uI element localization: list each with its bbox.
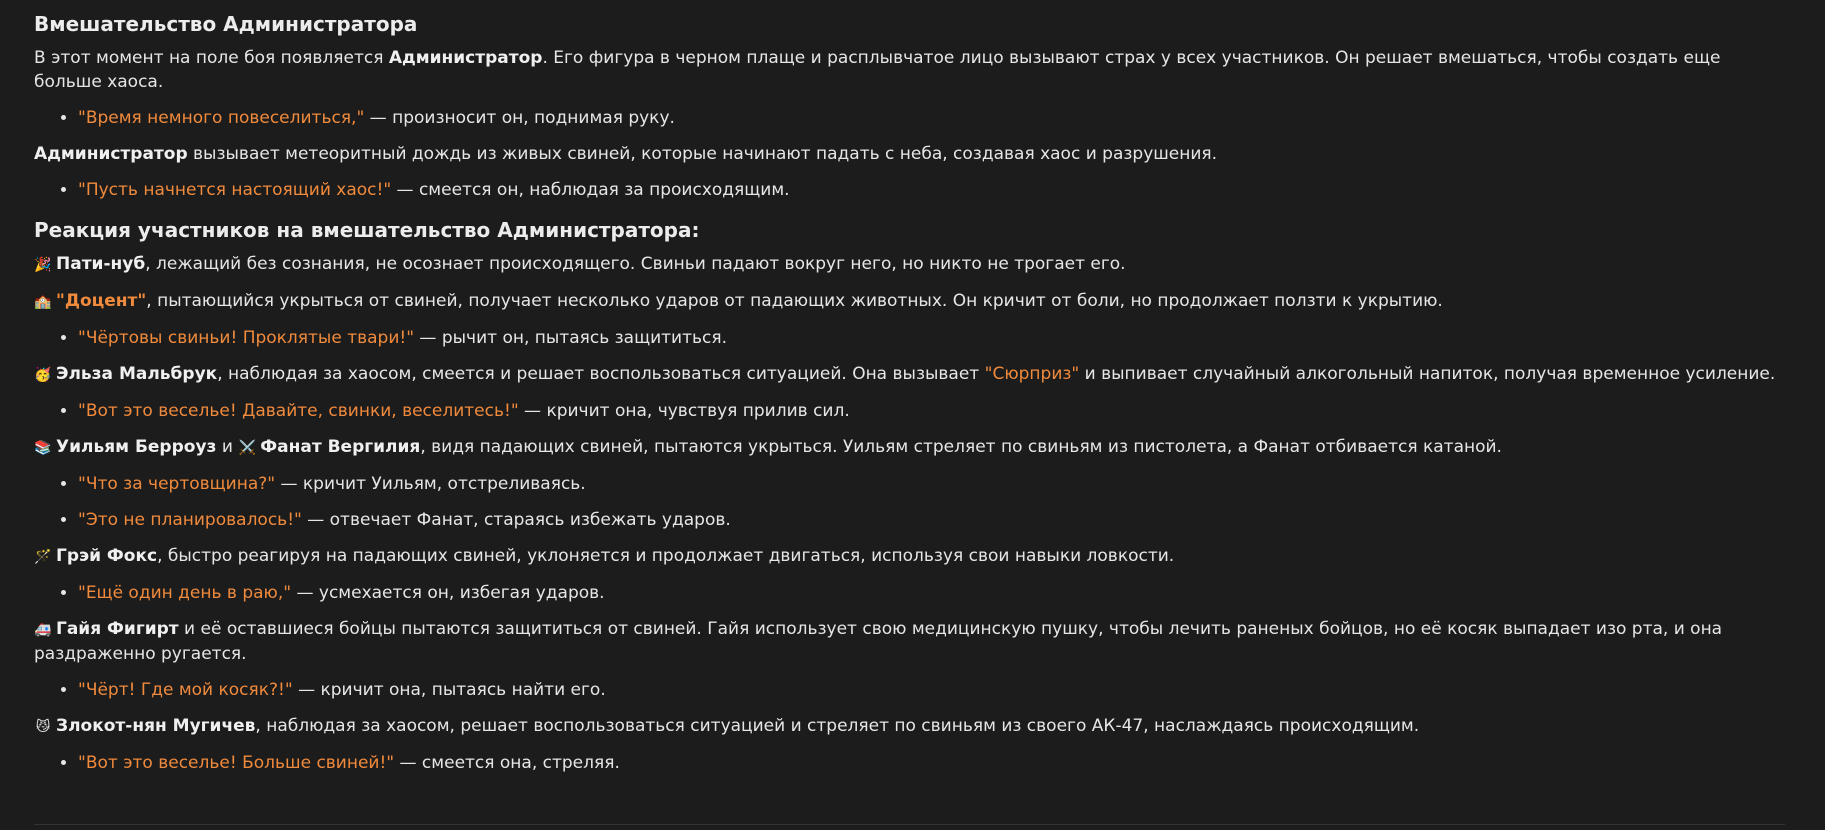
list-item — [78, 326, 1791, 350]
text: , наблюдая за хаосом, смеется и решает воспользоваться ситуацией. Она вызывает — [217, 364, 985, 384]
paragraph-zlokot — [34, 714, 1791, 739]
text: . Его фигура в черном плаще и расплывчатое лицо вызывают страх у всех участников. Он решает вмешаться, чтобы создать еще больше хаоса. — [34, 48, 1721, 92]
name-docent: "Доцент" — [56, 291, 147, 311]
name-gaya: Гайя Фигирт — [56, 619, 179, 639]
paragraph-elsa — [34, 362, 1791, 387]
text: , быстро реагируя на падающих свиней, уклоняется и продолжает двигаться, используя свои навыки ловкости. — [157, 546, 1175, 566]
list-item — [78, 581, 1791, 605]
text: , пытающийся укрыться от свиней, получает несколько ударов от падающих животных. Он кричит от боли, но продолжает ползти к укрытию. — [146, 291, 1443, 311]
quote-text: "Ещё один день в раю," — [78, 583, 292, 603]
list-item — [78, 106, 1791, 130]
quote-list — [34, 472, 1791, 532]
quote-text: "Время немного повеселиться," — [78, 108, 365, 128]
paragraph-admin-appears — [34, 46, 1791, 94]
quote-list — [34, 106, 1791, 130]
name-william: Уильям Берроуз — [56, 437, 217, 457]
paragraph-grey-fox — [34, 544, 1791, 569]
paragraph-pig-meteor — [34, 142, 1791, 166]
list-item — [78, 472, 1791, 496]
text: — кричит Уильям, отстреливаясь. — [275, 474, 586, 494]
party-face-icon: 🥳 — [34, 367, 52, 383]
quote-list — [34, 678, 1791, 702]
books-icon: 📚 — [34, 440, 52, 456]
text: — отвечает Фанат, стараясь избежать ударов. — [301, 510, 731, 530]
school-icon: 🏫 — [34, 294, 52, 310]
text: — смеется он, наблюдая за происходящим. — [391, 180, 790, 200]
quote-text: "Это не планировалось!" — [78, 510, 302, 530]
list-item — [78, 751, 1791, 775]
quote-text: "Что за чертовщина?" — [78, 474, 276, 494]
list-item — [78, 399, 1791, 423]
list-item — [78, 178, 1791, 202]
name-zlokot: Злокот-нян Мугичев — [56, 716, 256, 736]
quote-text: "Вот это веселье! Давайте, свинки, веселитесь!" — [78, 401, 519, 421]
text: — рычит он, пытаясь защититься. — [414, 328, 727, 348]
party-popper-icon: 🎉 — [34, 257, 52, 273]
quote-list — [34, 326, 1791, 350]
section-heading-admin-intervention: Вмешательство Администратора — [34, 12, 418, 36]
text: , наблюдая за хаосом, решает воспользоваться ситуацией и стреляет по свиньям из своего АК-47, наслаждаясь происходящим. — [255, 716, 1420, 736]
quote-text: "Чёртовы свиньи! Проклятые твари!" — [78, 328, 415, 348]
text: — кричит она, чувствуя прилив сил. — [518, 401, 850, 421]
list-item — [78, 508, 1791, 532]
name-grey-fox: Грэй Фокс — [56, 546, 158, 566]
paragraph-docent — [34, 289, 1791, 314]
name-fan-vergil: Фанат Вергилия — [260, 437, 421, 457]
magic-wand-icon: 🪄 — [34, 549, 52, 565]
quote-list — [34, 751, 1791, 775]
surprise-highlight: "Сюрприз" — [984, 364, 1080, 384]
text: — произносит он, поднимая руку. — [364, 108, 675, 128]
ambulance-icon: 🚑 — [34, 622, 52, 638]
crossed-swords-icon: ⚔️ — [238, 440, 256, 456]
name-admin: Администратор — [388, 48, 543, 68]
name-elsa: Эльза Мальбрук — [56, 364, 218, 384]
quote-list — [34, 581, 1791, 605]
quote-text: "Вот это веселье! Больше свиней!" — [78, 753, 395, 773]
quote-text: "Пусть начнется настоящий хаос!" — [78, 180, 392, 200]
text: вызывает метеоритный дождь из живых свиней, которые начинают падать с неба, создавая хаос и разрушения. — [187, 144, 1218, 164]
quote-list — [34, 399, 1791, 423]
bottom-divider — [34, 824, 1785, 825]
text: В этот момент на поле боя появляется — [34, 48, 389, 68]
list-item — [78, 678, 1791, 702]
cat-face-icon: 😼 — [35, 719, 51, 735]
text: и выпивает случайный алкогольный напиток, получая временное усиление. — [1079, 364, 1776, 384]
quote-list — [34, 178, 1791, 202]
name-paty-nub: Пати-нуб — [56, 254, 146, 274]
section-heading-reactions: Реакция участников на вмешательство Администратора: — [34, 218, 700, 242]
paragraph-paty-nub — [34, 252, 1791, 277]
text: — усмехается он, избегая ударов. — [291, 583, 605, 603]
paragraph-william-fan — [34, 435, 1791, 460]
text: и — [216, 437, 239, 457]
paragraph-gaya — [34, 617, 1791, 666]
text: , лежащий без сознания, не осознает происходящего. Свиньи падают вокруг него, но никто не трогает его. — [145, 254, 1126, 274]
text: — смеется она, стреляя. — [394, 753, 620, 773]
text: — кричит она, пытаясь найти его. — [292, 680, 606, 700]
name-admin: Администратор — [34, 144, 188, 164]
quote-text: "Чёрт! Где мой косяк?!" — [78, 680, 293, 700]
text: , видя падающих свиней, пытаются укрыться. Уильям стреляет по свиньям из пистолета, а Фанат отбивается катаной. — [420, 437, 1502, 457]
text: и её оставшиеся бойцы пытаются защититься от свиней. Гайя использует свою медицинскую пушку, чтобы лечить раненых бойцов, но её косяк выпадает изо рта, и она раздраженно ругается. — [34, 619, 1723, 664]
